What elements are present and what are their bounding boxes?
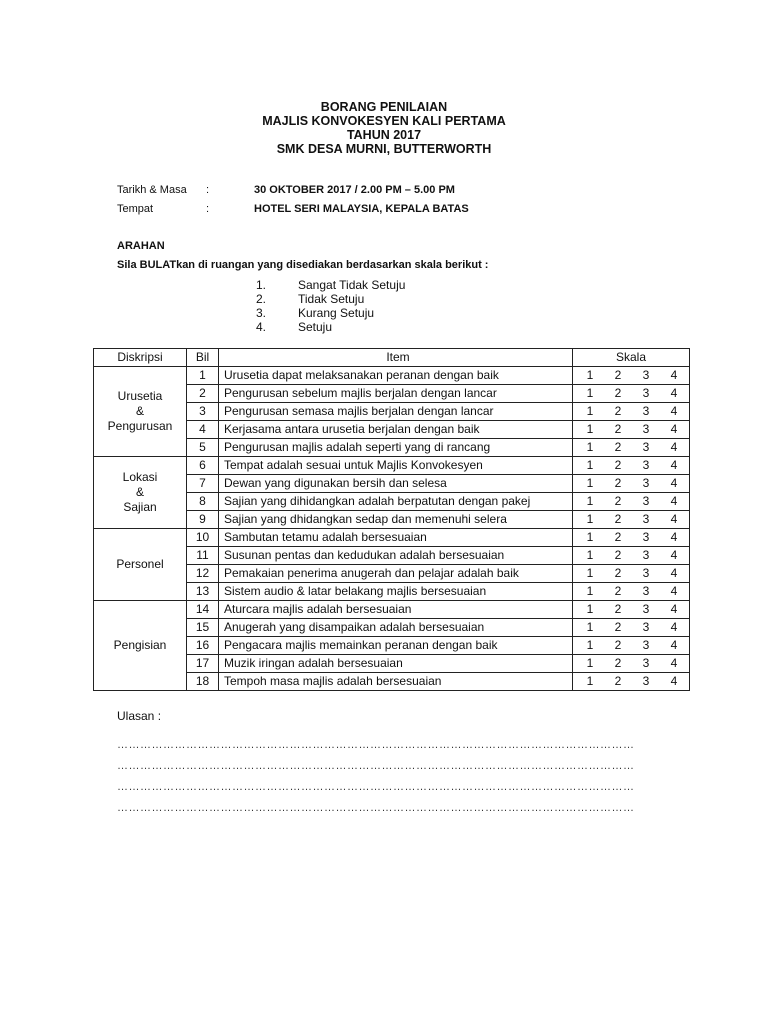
scale-option[interactable]: 3 [642, 530, 650, 544]
scale-option[interactable]: 1 [586, 548, 594, 562]
scale-option[interactable]: 4 [670, 494, 678, 508]
row-item-text: Pengurusan semasa majlis berjalan dengan lancar [219, 403, 573, 421]
table-row [94, 601, 690, 619]
scale-legend-item [256, 320, 405, 334]
scale-num: 2. [256, 292, 267, 306]
scale-option[interactable]: 4 [670, 548, 678, 562]
row-item-text: Pengurusan majlis adalah seperti yang di rancang [219, 439, 573, 457]
scale-label: Sangat Tidak Setuju [298, 278, 406, 292]
group-description-line: Personel [116, 557, 164, 571]
scale-option[interactable]: 3 [642, 494, 650, 508]
title-line-2: MAJLIS KONVOKESYEN KALI PERTAMA [262, 114, 506, 128]
group-description [94, 367, 187, 457]
row-number: 16 [187, 637, 219, 655]
scale-options [573, 637, 689, 654]
scale-option[interactable]: 2 [614, 638, 622, 652]
title-line-3: TAHUN 2017 [346, 128, 422, 142]
scale-option[interactable]: 1 [586, 584, 594, 598]
row-number: 13 [187, 583, 219, 601]
row-item-text: Anugerah yang disampaikan adalah bersesuaian [219, 619, 573, 637]
header-item: Item [219, 349, 573, 367]
scale-option[interactable]: 4 [670, 674, 678, 688]
row-scale [573, 511, 690, 529]
scale-option[interactable]: 1 [586, 602, 594, 616]
scale-option[interactable]: 4 [670, 656, 678, 670]
row-scale [573, 583, 690, 601]
scale-option[interactable]: 2 [614, 548, 622, 562]
group-description-line: Sajian [123, 500, 157, 514]
scale-option[interactable]: 3 [642, 620, 650, 634]
group-description [94, 457, 187, 529]
scale-option[interactable]: 1 [586, 530, 594, 544]
group-description-line: Pengisian [113, 638, 167, 652]
scale-option[interactable]: 3 [642, 422, 650, 436]
group-description [94, 601, 187, 691]
ulasan-line[interactable]: ……………………………………………………………………………………………………………………… [117, 739, 635, 751]
scale-option[interactable]: 1 [586, 620, 594, 634]
row-item-text: Aturcara majlis adalah bersesuaian [219, 601, 573, 619]
row-number: 10 [187, 529, 219, 547]
scale-option[interactable]: 2 [614, 422, 622, 436]
row-item-text: Pemakaian penerima anugerah dan pelajar adalah baik [219, 565, 573, 583]
group-description-line: & [135, 485, 144, 499]
group-description [94, 529, 187, 601]
scale-option[interactable]: 3 [642, 368, 650, 382]
row-number: 5 [187, 439, 219, 457]
scale-label: Tidak Setuju [298, 292, 365, 306]
scale-label: Setuju [298, 320, 333, 334]
scale-options [573, 511, 689, 528]
row-scale [573, 475, 690, 493]
scale-option[interactable]: 3 [642, 440, 650, 454]
row-scale [573, 637, 690, 655]
scale-option[interactable]: 4 [670, 404, 678, 418]
row-item-text: Muzik iringan adalah bersesuaian [219, 655, 573, 673]
row-number: 14 [187, 601, 219, 619]
scale-num: 4. [256, 320, 267, 334]
ulasan-line[interactable]: ……………………………………………………………………………………………………………………… [117, 802, 635, 814]
row-number: 8 [187, 493, 219, 511]
ulasan-label: Ulasan : [117, 709, 162, 723]
row-scale [573, 529, 690, 547]
scale-option[interactable]: 4 [670, 440, 678, 454]
scale-option[interactable]: 1 [586, 458, 594, 472]
scale-option[interactable]: 1 [586, 422, 594, 436]
group-description-line: Urusetia [117, 389, 163, 403]
scale-option[interactable]: 3 [642, 584, 650, 598]
ulasan-line[interactable]: ……………………………………………………………………………………………………………………… [117, 781, 635, 793]
table-row [94, 529, 690, 547]
scale-option[interactable]: 2 [614, 494, 622, 508]
row-scale [573, 421, 690, 439]
scale-label: Kurang Setuju [298, 306, 375, 320]
row-item-text: Tempoh masa majlis adalah bersesuaian [219, 673, 573, 691]
scale-option[interactable]: 1 [586, 368, 594, 382]
row-scale [573, 673, 690, 691]
scale-options [573, 583, 689, 600]
scale-num: 1. [256, 278, 267, 292]
scale-option[interactable]: 1 [586, 440, 594, 454]
scale-option[interactable]: 4 [670, 620, 678, 634]
row-number: 11 [187, 547, 219, 565]
scale-option[interactable]: 1 [586, 404, 594, 418]
scale-options [573, 673, 689, 690]
row-scale [573, 403, 690, 421]
scale-option[interactable]: 3 [642, 674, 650, 688]
scale-option[interactable]: 2 [614, 530, 622, 544]
arahan-instruction: Sila BULATkan di ruangan yang disediakan berdasarkan skala berikut : [117, 259, 489, 271]
header-diskripsi: Diskripsi [94, 349, 187, 367]
row-scale [573, 619, 690, 637]
scale-option[interactable]: 2 [614, 458, 622, 472]
scale-options [573, 421, 689, 438]
scale-option[interactable]: 4 [670, 422, 678, 436]
scale-option[interactable]: 1 [586, 512, 594, 526]
scale-option[interactable]: 4 [670, 512, 678, 526]
scale-option[interactable]: 4 [670, 386, 678, 400]
scale-option[interactable]: 2 [614, 620, 622, 634]
scale-option[interactable]: 1 [586, 638, 594, 652]
row-item-text: Urusetia dapat melaksanakan peranan dengan baik [219, 367, 573, 385]
scale-option[interactable]: 3 [642, 386, 650, 400]
table-body [94, 367, 690, 691]
scale-num: 3. [256, 306, 267, 320]
scale-option[interactable]: 4 [670, 458, 678, 472]
scale-legend-item [256, 306, 405, 320]
row-number: 2 [187, 385, 219, 403]
row-number: 15 [187, 619, 219, 637]
scale-option[interactable]: 3 [642, 548, 650, 562]
scale-options [573, 457, 689, 474]
scale-option[interactable]: 1 [586, 656, 594, 670]
scale-legend-item [256, 278, 405, 292]
row-item-text: Tempat adalah sesuai untuk Majlis Konvokesyen [219, 457, 573, 475]
row-item-text: Sajian yang dhidangkan sedap dan memenuhi selera [219, 511, 573, 529]
scale-option[interactable]: 2 [614, 476, 622, 490]
row-item-text: Sambutan tetamu adalah bersesuaian [219, 529, 573, 547]
scale-option[interactable]: 4 [670, 602, 678, 616]
scale-options [573, 547, 689, 564]
title-line-4: SMK DESA MURNI, BUTTERWORTH [276, 142, 492, 156]
scale-option[interactable]: 3 [642, 602, 650, 616]
scale-option[interactable]: 4 [670, 638, 678, 652]
scale-options [573, 403, 689, 420]
scale-option[interactable]: 2 [614, 512, 622, 526]
row-item-text: Pengacara majlis memainkan peranan dengan baik [219, 637, 573, 655]
scale-option[interactable]: 2 [614, 602, 622, 616]
group-description-line: Pengurusan [107, 419, 173, 433]
scale-options [573, 529, 689, 546]
row-scale [573, 655, 690, 673]
row-number: 1 [187, 367, 219, 385]
row-scale [573, 457, 690, 475]
scale-option[interactable]: 4 [670, 530, 678, 544]
scale-option[interactable]: 3 [642, 512, 650, 526]
place-label: Tempat [117, 203, 154, 215]
row-scale [573, 601, 690, 619]
row-item-text: Sistem audio & latar belakang majlis bersesuaian [219, 583, 573, 601]
row-scale [573, 439, 690, 457]
row-number: 3 [187, 403, 219, 421]
row-scale [573, 547, 690, 565]
scale-options [573, 439, 689, 456]
header-bil: Bil [187, 349, 219, 367]
date-colon: : [206, 184, 210, 196]
scale-legend [256, 278, 405, 334]
table-row [94, 367, 690, 385]
form-title [0, 100, 768, 156]
scale-option[interactable]: 3 [642, 656, 650, 670]
row-item-text: Dewan yang digunakan bersih dan selesa [219, 475, 573, 493]
group-description-line: Lokasi [122, 470, 158, 484]
scale-option[interactable]: 4 [670, 566, 678, 580]
scale-option[interactable]: 1 [586, 566, 594, 580]
place-value: HOTEL SERI MALAYSIA, KEPALA BATAS [254, 203, 469, 215]
row-number: 12 [187, 565, 219, 583]
scale-options [573, 601, 689, 618]
scale-options [573, 565, 689, 582]
row-item-text: Sajian yang dihidangkan adalah berpatutan dengan pakej [219, 493, 573, 511]
scale-legend-item [256, 292, 405, 306]
group-description-line: & [135, 404, 144, 418]
table-header-row [94, 349, 690, 367]
row-scale [573, 565, 690, 583]
arahan-heading: ARAHAN [117, 240, 165, 252]
scale-option[interactable]: 2 [614, 386, 622, 400]
scale-option[interactable]: 3 [642, 458, 650, 472]
scale-option[interactable]: 2 [614, 440, 622, 454]
scale-option[interactable]: 4 [670, 368, 678, 382]
scale-options [573, 385, 689, 402]
row-number: 18 [187, 673, 219, 691]
scale-option[interactable]: 3 [642, 404, 650, 418]
scale-option[interactable]: 4 [670, 584, 678, 598]
scale-options [573, 655, 689, 672]
scale-options [573, 367, 689, 384]
scale-option[interactable]: 2 [614, 674, 622, 688]
date-label: Tarikh & Masa [117, 184, 187, 196]
scale-option[interactable]: 2 [614, 584, 622, 598]
ulasan-line[interactable]: ……………………………………………………………………………………………………………………… [117, 760, 635, 772]
scale-option[interactable]: 1 [586, 674, 594, 688]
date-value: 30 OKTOBER 2017 / 2.00 PM – 5.00 PM [254, 184, 455, 196]
scale-options [573, 619, 689, 636]
evaluation-table [93, 348, 690, 691]
row-item-text: Susunan pentas dan kedudukan adalah bersesuaian [219, 547, 573, 565]
row-item-text: Kerjasama antara urusetia berjalan dengan baik [219, 421, 573, 439]
row-number: 6 [187, 457, 219, 475]
scale-options [573, 493, 689, 510]
scale-option[interactable]: 3 [642, 476, 650, 490]
scale-options [573, 475, 689, 492]
scale-option[interactable]: 3 [642, 566, 650, 580]
table-row [94, 457, 690, 475]
scale-option[interactable]: 1 [586, 476, 594, 490]
row-scale [573, 367, 690, 385]
scale-option[interactable]: 2 [614, 404, 622, 418]
place-colon: : [206, 203, 210, 215]
scale-option[interactable]: 1 [586, 494, 594, 508]
scale-option[interactable]: 2 [614, 656, 622, 670]
scale-option[interactable]: 3 [642, 638, 650, 652]
scale-option[interactable]: 1 [586, 386, 594, 400]
row-number: 9 [187, 511, 219, 529]
row-scale [573, 385, 690, 403]
row-scale [573, 493, 690, 511]
scale-option[interactable]: 4 [670, 476, 678, 490]
row-number: 7 [187, 475, 219, 493]
scale-option[interactable]: 2 [614, 368, 622, 382]
row-number: 4 [187, 421, 219, 439]
header-skala: Skala [573, 349, 690, 367]
scale-option[interactable]: 2 [614, 566, 622, 580]
row-item-text: Pengurusan sebelum majlis berjalan dengan lancar [219, 385, 573, 403]
row-number: 17 [187, 655, 219, 673]
title-line-1: BORANG PENILAIAN [320, 100, 448, 114]
